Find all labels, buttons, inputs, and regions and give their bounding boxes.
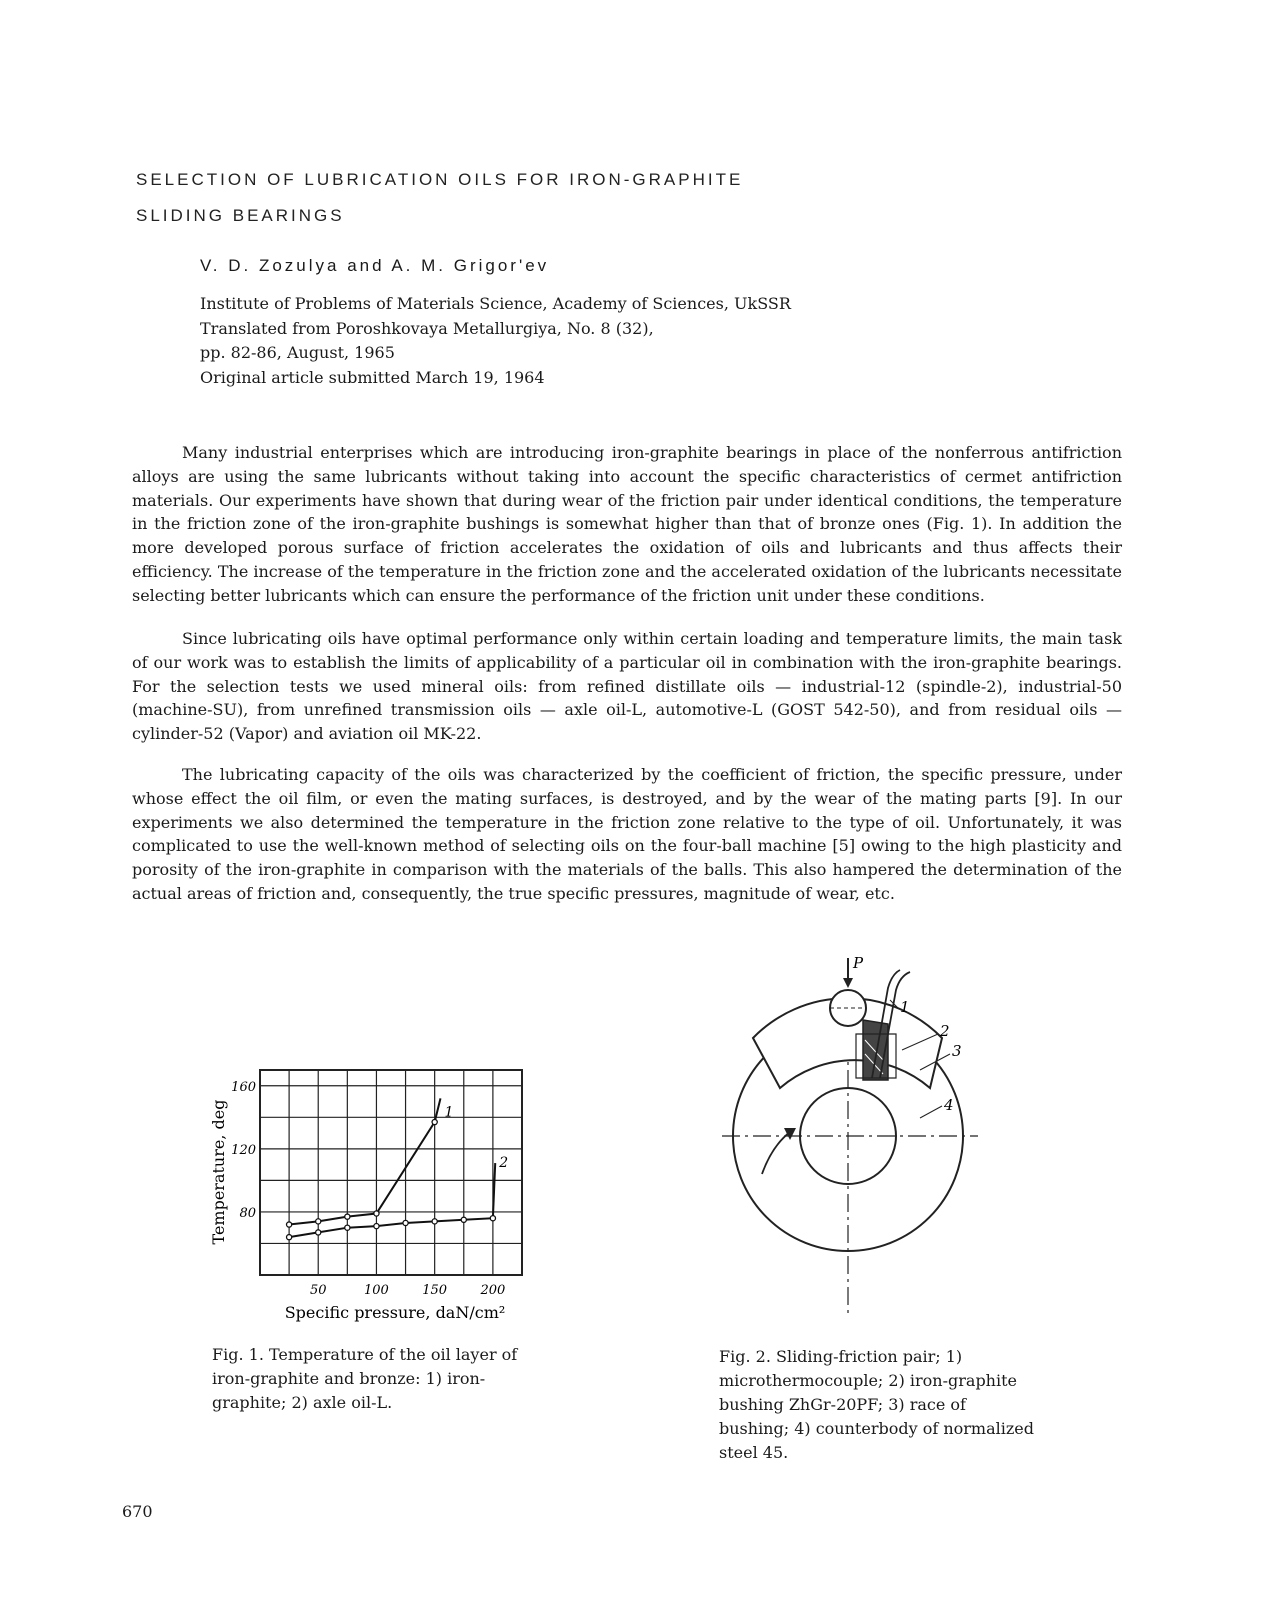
paper-title-line-1: SELECTION OF LUBRICATION OILS FOR IRON-GRAPHITE bbox=[136, 170, 744, 189]
rotation-arrow bbox=[762, 1132, 790, 1174]
paper-title-line-2: SLIDING BEARINGS bbox=[136, 206, 345, 225]
authors: V. D. Zozulya and A. M. Grigor'ev bbox=[200, 256, 550, 275]
load-label-p: P bbox=[853, 954, 864, 972]
x-tick-label: 200 bbox=[480, 1283, 506, 1298]
figure-2-diagram bbox=[720, 950, 1000, 1325]
submission-date-line: Original article submitted March 19, 1964 bbox=[200, 367, 545, 387]
y-tick-label: 160 bbox=[231, 1079, 256, 1095]
data-point bbox=[287, 1222, 292, 1227]
data-point bbox=[432, 1119, 437, 1124]
pages-date-line: pp. 82-86, August, 1965 bbox=[200, 343, 395, 362]
label-1-thermocouple: 1 bbox=[900, 998, 910, 1016]
figure-1-chart bbox=[200, 1060, 550, 1330]
data-point bbox=[490, 1216, 495, 1221]
translation-source-line: Translated from Poroshkovaya Metallurgiya, No. 8 (32), bbox=[200, 318, 654, 338]
body-paragraph-1: Many industrial enterprises which are introducing iron-graphite bearings in place of the nonferrous antifriction alloys are using the same lubricants without taking into account the specific characteristics of cermet antifriction materials. Our experiments have shown that during wear of the friction pair under identical conditions, the temperature in the friction zone of the iron-graphite bushings is somewhat higher than that of bronze ones (Fig. 1). In addition the more developed porous surface of friction accelerates the oxidation of oils and lubricants and thus affects their efficiency. The increase of the temperature in the friction zone and the accelerated oxidation of the lubricants necessitate selecting better lubricants which can ensure the performance of the friction unit under these conditions. bbox=[132, 443, 1122, 605]
data-point bbox=[345, 1214, 350, 1219]
data-point bbox=[374, 1211, 379, 1216]
data-point bbox=[374, 1224, 379, 1229]
data-point bbox=[403, 1220, 408, 1225]
y-tick-label: 80 bbox=[239, 1205, 256, 1221]
data-point bbox=[316, 1230, 321, 1235]
x-tick-label: 100 bbox=[364, 1283, 389, 1298]
x-tick-label: 50 bbox=[309, 1283, 327, 1298]
x-axis-label: Specific pressure, daN/cm² bbox=[284, 1303, 506, 1322]
affiliation-block bbox=[200, 292, 791, 390]
series-label-2: 2 bbox=[499, 1155, 509, 1172]
label-4-counterbody: 4 bbox=[944, 1096, 954, 1114]
figure-1-caption: Fig. 1. Temperature of the oil layer of iron-graphite and bronze: 1) iron-graphite; 2) axle oil-L. bbox=[212, 1345, 518, 1412]
data-point bbox=[461, 1217, 466, 1222]
series-label-1: 1 bbox=[444, 1104, 454, 1121]
data-point bbox=[432, 1219, 437, 1224]
label-2-bushing: 2 bbox=[940, 1022, 950, 1040]
data-point bbox=[287, 1235, 292, 1240]
chart-frame bbox=[260, 1070, 522, 1275]
y-tick-label: 120 bbox=[231, 1142, 256, 1158]
body-paragraph-2: Since lubricating oils have optimal performance only within certain loading and temperature limits, the main task of our work was to establish the limits of applicability of a particular oil in combination with the iron-graphite bearings. For the selection tests we used mineral oils: from refined distillate oils — industrial-12 (spindle-2), industrial-50 (machine-SU), from unrefined transmission oils — axle oil-L, automotive-L (GOST 542-50), and from residual oils — cylinder-52 (Vapor) and aviation oil MK-22. bbox=[132, 629, 1122, 744]
data-point bbox=[316, 1219, 321, 1224]
data-point bbox=[345, 1225, 350, 1230]
y-axis-label: Temperature, deg bbox=[209, 1099, 228, 1245]
x-tick-label: 150 bbox=[422, 1283, 448, 1298]
figure-2-caption: Fig. 2. Sliding-friction pair; 1) microthermocouple; 2) iron-graphite bushing ZhGr-20PF; 3) race of bushing; 4) counterbody of normalized steel 45. bbox=[719, 1347, 1035, 1462]
affiliation-line: Institute of Problems of Materials Science, Academy of Sciences, UkSSR bbox=[200, 294, 791, 313]
body-paragraph-3: The lubricating capacity of the oils was characterized by the coefficient of friction, the specific pressure, under whose effect the oil film, or even the mating surfaces, is destroyed, and by the wear of the mating parts [9]. In our experiments we also determined the temperature in the friction zone relative to the type of oil. Unfortunately, it was complicated to use the well-known method of selecting oils on the four-ball machine [5] owing to the high plasticity and porosity of the iron-graphite in comparison with the materials of the balls. This also hampered the determination of the actual areas of friction and, consequently, the true specific pressures, magnitude of wear, etc. bbox=[132, 765, 1122, 903]
label-3-race: 3 bbox=[952, 1042, 962, 1060]
page-number: 670 bbox=[122, 1502, 153, 1521]
